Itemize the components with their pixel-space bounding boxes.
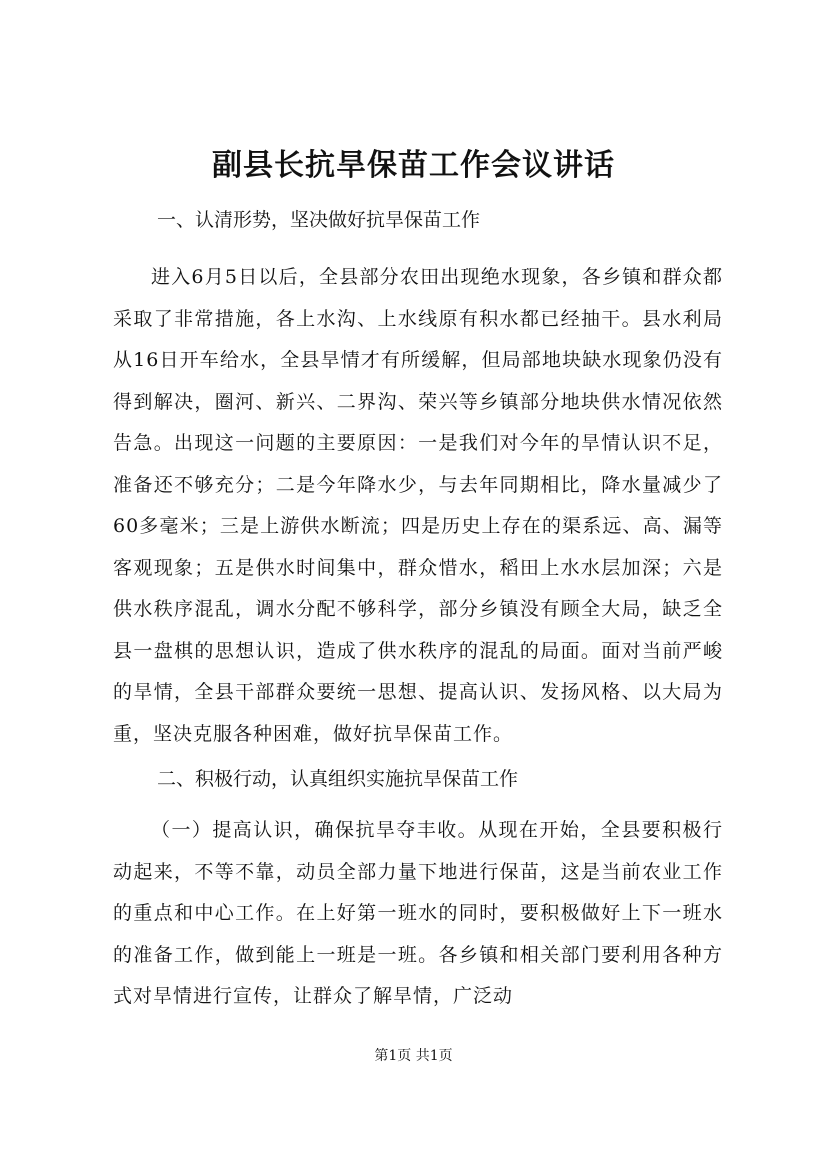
page-footer: 第1页 共1页 [374, 1048, 453, 1064]
section-heading-1: 一、认清形势，坚决做好抗旱保苗工作 [157, 209, 481, 231]
paragraph-2: （一）提高认识，确保抗旱夺丰收。从现在开始，全县要积极行动起来，不等不靠，动员全部力量下地进行保苗，这是当前农业工作的重点和中心工作。在上好第一班水的同时，要积极做好上下一班水的准备工作，做到能上一班是一班。各乡镇和相关部门要利用各种方式对旱情进行宣传，让群众了解旱情，广泛动 [113, 819, 723, 1007]
section-heading-2: 二、积极行动，认真组织实施抗旱保苗工作 [157, 768, 519, 790]
document-body [113, 200, 723, 1018]
document-title: 副县长抗旱保苗工作会议讲话 [212, 148, 615, 183]
paragraph-1: 进入6月5日以后，全县部分农田出现绝水现象，各乡镇和群众都采取了非常措施，各上水沟、上水线原有积水都已经抽干。县水利局从16日开车给水，全县旱情才有所缓解，但局部地块缺水现象仍没有得到解决，圈河、新兴、二界沟、荣兴等乡镇部分地块供水情况依然告急。出现这一问题的主要原因：一是我们对今年的旱情认识不足，准备还不够充分；二是今年降水少，与去年同期相比，降水量减少了60多毫米；三是上游供水断流；四是历史上存在的渠系远、高、漏等客观现象；五是供水时间集中，群众惜水，稻田上水水层加深；六是供水秩序混乱，调水分配不够科学，部分乡镇没有顾全大局，缺乏全县一盘棋的思想认识，造成了供水秩序的混乱的局面。面对当前严峻的旱情，全县干部群众要统一思想、提高认识、发扬风格、以大局为重，坚决克服各种困难，做好抗旱保苗工作。 [113, 266, 723, 745]
